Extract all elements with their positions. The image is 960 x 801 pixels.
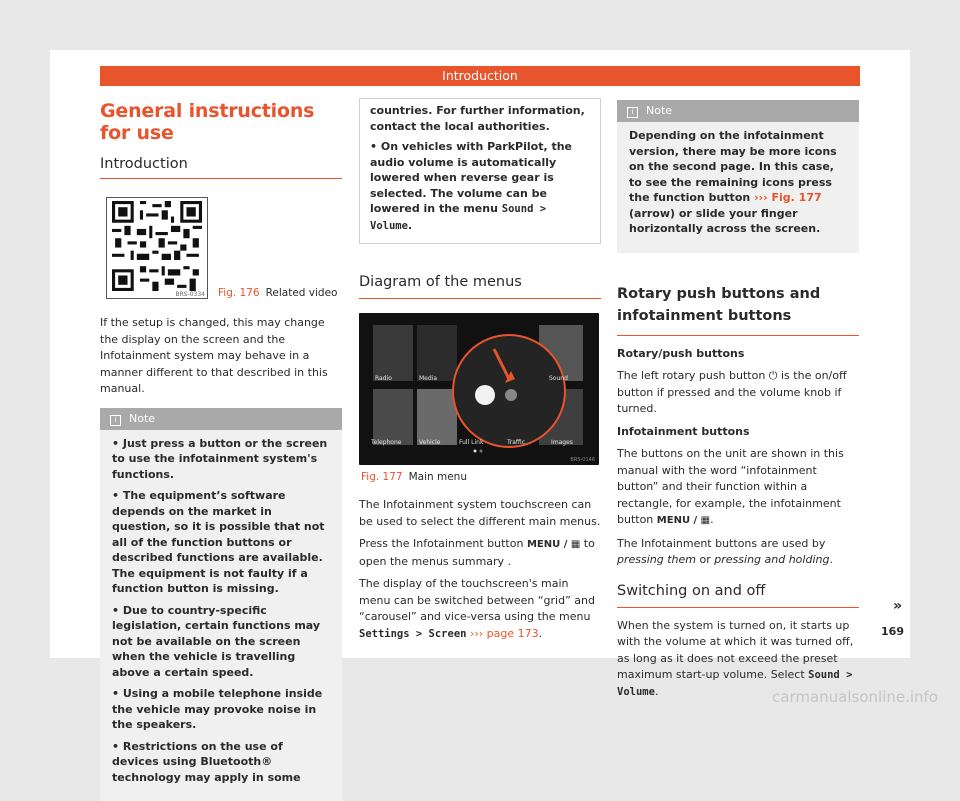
note-item: • Due to country-specific legislation, certain functions may not be available on the screen when the vehicle is travelling above a certain speed. [112, 603, 330, 681]
figure-176-text: Related video [266, 287, 338, 299]
note-item: • The equipment’s software depends on the market in question, so it is possible that not all of the function buttons or described functions are available. The equipment is not faulty if a function button is missing. [112, 488, 330, 597]
note-item: • Restrictions on the use of devices using Bluetooth® technology may apply in some [112, 739, 330, 786]
note-title: Note [129, 412, 155, 425]
menu-path: Sound > Volume [617, 669, 852, 698]
qr-code-icon [112, 201, 202, 291]
power-icon: ⏻ [769, 369, 778, 382]
figure-177-caption [361, 471, 601, 483]
section-title-text: Rotary push buttons and infotainment buttons [617, 286, 820, 324]
note-box-2 [617, 100, 859, 253]
figure-176-caption [218, 287, 337, 299]
note-title: Note [646, 104, 672, 117]
watermark: carmanualsonline.info [772, 688, 938, 706]
note-header [617, 100, 859, 122]
info-icon: i [627, 107, 638, 118]
main-menu-screenshot [359, 313, 599, 465]
note-header [100, 408, 342, 430]
section-diagram-of-menus [359, 274, 601, 299]
figure-176-number: Fig. 176 [218, 287, 260, 299]
info-icon: i [110, 415, 121, 426]
note-continuation [359, 98, 601, 244]
chapter-header: Introduction [100, 66, 860, 86]
section-rotary-push-buttons [617, 283, 859, 336]
infotainment-paragraph-2: The Infotainment buttons are used by pressing them or pressing and holding. [617, 536, 859, 569]
qr-id-label: BRS-0334 [175, 291, 205, 298]
infotainment-paragraph-1: The buttons on the unit are shown in this manual with the word “infotainment button” and their function within a rectangle, for example, the infotainment button MENU / ▦. [617, 446, 859, 530]
subheading-rotary: Rotary/push buttons [617, 346, 859, 363]
continue-arrow: » [893, 598, 902, 614]
section-switching-on-off [617, 583, 859, 608]
figure-177-number: Fig. 177 [361, 471, 403, 483]
menus-paragraph-1: The Infotainment system touchscreen can be used to select the different main menus. [359, 497, 601, 530]
rotary-paragraph: The left rotary push button ⏻ is the on/off button if pressed and the volume knob if turned. [617, 368, 859, 418]
note-text: Depending on the infotainment version, there may be more icons on the second page. In this case, to see the remaining icons press the function button ››› Fig. 177 (arrow) or slide your finger horizontally across the screen. [629, 128, 847, 237]
figure-link[interactable]: ››› Fig. 177 [754, 191, 822, 204]
column-2 [359, 98, 601, 648]
qr-code[interactable] [106, 197, 208, 299]
note-cont-item: • On vehicles with ParkPilot, the audio volume is automatically lowered when reverse gear is selected. The volume can be lowered in the menu Sound > Volume. [370, 139, 590, 234]
note-box-1 [100, 408, 342, 801]
intro-paragraph: If the setup is changed, this may change the display on the screen and the Infotainment system may behave in a manner different to that described in this manual. [100, 315, 342, 398]
page-number: 169 [881, 625, 904, 638]
note-body [617, 122, 859, 247]
tile-label: Full Link [459, 439, 483, 446]
section-title-introduction [100, 156, 342, 179]
tile-label: Media [419, 375, 437, 382]
menus-paragraph-2: Press the Infotainment button MENU / ▦ to open the menus summary . [359, 536, 601, 570]
tile-label: Sound [549, 375, 568, 382]
note-cont-text: countries. For further information, contact the local authorities. [370, 103, 590, 134]
page-link[interactable]: ››› page 173 [470, 627, 539, 640]
section-title-text: Diagram of the menus [359, 274, 522, 290]
figure-177-text: Main menu [409, 471, 467, 483]
tile-label: Telephone [371, 439, 401, 446]
menu-path: Settings > Screen [359, 628, 466, 640]
menu-path: Sound > Volume [370, 203, 546, 232]
screen-id: BRS-0146 [570, 457, 595, 463]
subheading-infotainment: Infotainment buttons [617, 424, 859, 441]
tile-label: Radio [375, 375, 392, 382]
section-title-text: Switching on and off [617, 583, 765, 599]
column-3 [617, 98, 859, 706]
figure-176 [100, 197, 342, 299]
tile-label: Images [551, 439, 573, 446]
tile-label: Traffic [507, 439, 525, 446]
note-item: • Just press a button or the screen to use the infotainment system's functions. [112, 436, 330, 483]
note-item: • Using a mobile telephone inside the vehicle may provoke noise in the speakers. [112, 686, 330, 733]
column-1 [100, 98, 342, 801]
tile-label: Vehicle [419, 439, 440, 446]
infotainment-button-menu: MENU / ▦ [657, 515, 710, 526]
note-body [100, 430, 342, 796]
infotainment-button-menu: MENU / ▦ [527, 539, 580, 550]
switching-paragraph: When the system is turned on, it starts up with the volume at which it was turned off, as long as it does not exceed the preset maximum start-up volume. Select Sound > Volume. [617, 618, 859, 701]
menus-paragraph-3: The display of the touchscreen's main menu can be switched between “grid” and “carousel” and vice-versa using the menu Settings > Screen ››› page 173. [359, 576, 601, 642]
section-title-text: Introduction [100, 156, 188, 172]
main-title: General instructions for use [100, 100, 342, 144]
